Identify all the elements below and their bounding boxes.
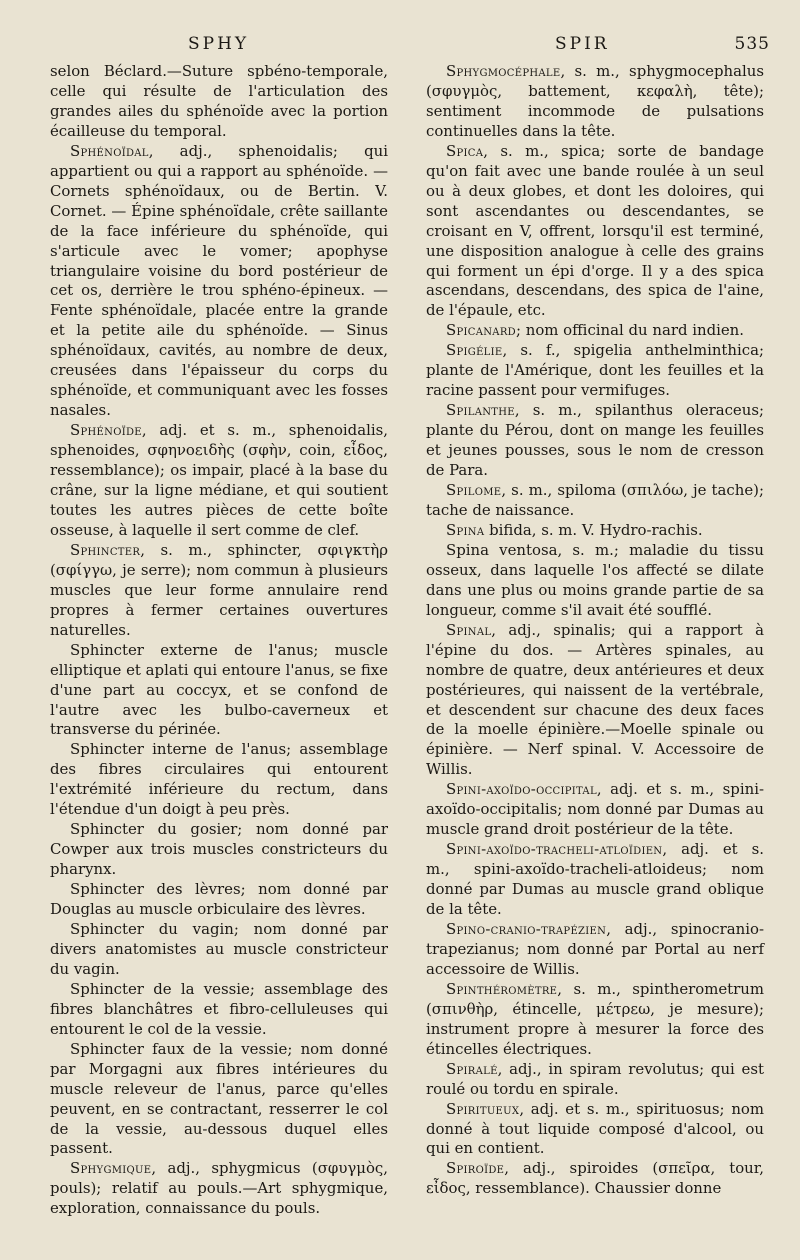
left-column	[50, 62, 388, 1219]
entry-text: , adj., sphenoidalis; qui appartient ou qui a rapport au sphénoïde. — Cornets sphénoïdaux, ou de Bertin. V. Cornet. — Épine sphénoïdale, crête saillante de la face inférieure du sphénoïde, qui s'articule avec le vomer; apophyse triangulaire voisine du bord postérieur de cet os, derrière le trou sphéno-épineux. —Fente sphénoïdale, placée entre la grande et la petite aile du sphénoïde. — Sinus sphénoïdaux, cavités, au nombre de deux, creusées dans l'épaisseur du corps du sphénoïde, et communiquant avec les fosses nasales.	[50, 141, 388, 420]
dictionary-entry	[50, 1159, 388, 1219]
entry-text: , adj. et s. m., spini-axoïdo-tracheli-atloideus; nom donné par Dumas au muscle grand oblique de la tête.	[426, 840, 764, 919]
entry-text: , adj. et s. m., spini-axoïdo-occipitalis; nom donné par Dumas au muscle grand droit postérieur de la tête.	[426, 780, 764, 839]
entry-headword: Spilanthe	[446, 401, 515, 420]
entry-headword: Spino-cranio-trapézien	[446, 919, 607, 938]
dictionary-entry	[50, 820, 388, 880]
entry-headword: Spiroïde	[446, 1159, 505, 1178]
dictionary-entry	[426, 980, 764, 1060]
entry-headword: Sphygmocéphale	[446, 62, 561, 80]
entry-headword: Sphénoïde	[70, 421, 142, 440]
dictionary-entry	[426, 521, 764, 541]
dictionary-entry	[426, 321, 764, 341]
dictionary-entry	[426, 1159, 764, 1199]
running-header	[50, 34, 774, 62]
entry-headword: Spiritueux	[446, 1099, 520, 1118]
entry-text: , adj., spinalis; qui a rapport à l'épine du dos. — Artères spinales, au nombre de quatre, deux antérieures et deux postérieures, qui naissent de la vertébrale, et descendent sur chacune des deux faces de la moelle épinière.—Moelle spinale ou épinière. — Nerf spinal. V. Accessoire de Willis.	[426, 620, 764, 779]
entry-headword: Sphygmique	[70, 1159, 152, 1178]
dictionary-entry	[426, 920, 764, 980]
entry-text: Spina ventosa, s. m.; maladie du tissu osseux, dans laquelle l'os affecté se dilate dans une plus ou moins grande partie de sa longueur, comme s'il avait été soufflé.	[426, 540, 764, 619]
entry-headword: Spicanard	[446, 321, 516, 340]
dictionary-entry	[50, 142, 388, 421]
right-column	[426, 62, 764, 1219]
dictionary-entry	[50, 980, 388, 1040]
entry-headword: Spini-axoïdo-tracheli-atloïdien	[446, 840, 663, 859]
entry-headword: Spiralé	[446, 1059, 498, 1078]
entry-text: ; nom officinal du nard indien.	[515, 321, 745, 340]
dictionary-entry	[426, 840, 764, 920]
entry-text: , s. m., spilanthus oleraceus; plante du Pérou, dont on mange les feuilles et jeunes pousses, sous le nom de cresson de Para.	[426, 401, 764, 480]
entry-text: Sphincter faux de la vessie; nom donné par Morgagni aux fibres intérieures du muscle releveur de l'anus, parce qu'elles peuvent, en se contractant, resserrer le col de la vessie, au-dessous duquel elles passent.	[50, 1039, 388, 1158]
dictionary-entry	[50, 62, 388, 142]
dictionary-entry	[426, 541, 764, 621]
dictionary-entry	[50, 641, 388, 741]
entry-text: , adj., spinocranio-trapezianus; nom donné par Portal au nerf accessoire de Willis.	[426, 919, 764, 978]
entry-text: Sphincter externe de l'anus; muscle elliptique et aplati qui entoure l'anus, se fixe d'une part au coccyx, et se confond de l'autre avec les bulbo-caverneux et transverse du périnée.	[50, 640, 388, 739]
entry-text: Sphincter du gosier; nom donné par Cowper aux trois muscles constricteurs du pharynx.	[50, 820, 388, 879]
dictionary-entry	[50, 1040, 388, 1160]
entry-text: Sphincter interne de l'anus; assemblage des fibres circulaires qui entourent l'extrémité inférieure du rectum, dans l'étendue d'un doigt à peu près.	[50, 740, 388, 819]
dictionary-entry	[50, 740, 388, 820]
dictionary-entry	[50, 541, 388, 641]
entry-text: , adj., spiroides (σπεῖρα, tour, εἶδος, ressemblance). Chaussier donne	[426, 1159, 764, 1198]
entry-headword: Sphénoïdal	[70, 141, 149, 160]
dictionary-entry	[50, 421, 388, 541]
entry-text: , s. m., spintherometrum (σπινθὴρ, étincelle, μέτρεω, je mesure); instrument propre à mesurer la force des étincelles électriques.	[426, 979, 764, 1058]
dictionary-entry	[426, 341, 764, 401]
entry-text: , adj. et s. m., sphenoidalis, sphenoides, σφηνοειδὴς (σφὴν, coin, εἶδος, ressemblance); os impair, placé à la base du crâne, sur la ligne médiane, et qui soutient toutes les autres pièces de cette boîte osseuse, à laquelle il sert comme de clef.	[50, 421, 388, 539]
entry-text: Sphincter du vagin; nom donné par divers anatomistes au muscle constricteur du vagin.	[50, 919, 388, 978]
entry-headword: Spilome	[446, 481, 502, 500]
entry-headword: Spinthéromètre	[446, 979, 558, 998]
entry-headword: Spina	[446, 520, 485, 539]
entry-text: bifida, s. m. V. Hydro-rachis.	[484, 520, 703, 539]
entry-text: , s. m., spica; sorte de bandage qu'on fait avec une bande roulée à un seul ou à deux globes, et dont les doloires, qui sont ascendantes ou descendantes, se croisant en V, offrent, lorsqu'il est terminé, une disposition analogue à celle des grains qui forment un épi d'orge. Il y a des spica ascendans, descendans, des spica de l'aine, de l'épaule, etc.	[426, 141, 764, 320]
entry-text: , s. m., sphygmocephalus (σφυγμὸς, battement, κεφαλὴ, tête); sentiment incommode de pulsations continuelles dans la tête.	[426, 62, 764, 140]
entry-headword: Spigélie	[446, 341, 503, 360]
dictionary-entry	[426, 401, 764, 481]
dictionary-entry	[50, 920, 388, 980]
header-right-word: SPIR	[555, 34, 610, 54]
dictionary-entry	[426, 780, 764, 840]
entry-text: , adj., sphygmicus (σφυγμὸς, pouls); relatif au pouls.—Art sphygmique, exploration, connaissance du pouls.	[50, 1159, 388, 1218]
entry-text: , s. f., spigelia anthelminthica; plante de l'Amérique, dont les feuilles et la racine passent pour vermifuges.	[426, 341, 764, 400]
entry-headword: Spica	[446, 141, 484, 160]
entry-text: , adj. et s. m., spirituosus; nom donné à tout liquide composé d'alcool, ou qui en contient.	[426, 1099, 764, 1158]
dictionary-entry	[426, 621, 764, 781]
dictionary-entry	[426, 481, 764, 521]
entry-headword: Spinal	[446, 620, 492, 639]
entry-text: , s. m., spiloma (σπιλόω, je tache); tache de naissance.	[426, 481, 764, 519]
dictionary-entry	[426, 1060, 764, 1100]
dictionary-entry	[50, 880, 388, 920]
text-columns	[50, 62, 774, 1219]
entry-text: selon Béclard.—Suture spbéno-temporale, celle qui résulte de l'articulation des grandes ailes du sphénoïde avec la portion écailleuse du temporal.	[50, 62, 388, 140]
page-number: 535	[734, 34, 770, 54]
header-left-word: SPHY	[188, 34, 250, 54]
dictionary-entry	[426, 142, 764, 322]
dictionary-entry	[426, 1100, 764, 1160]
entry-text: Sphincter des lèvres; nom donné par Douglas au muscle orbiculaire des lèvres.	[50, 880, 388, 919]
entry-headword: Spini-axoïdo-occipital	[446, 780, 597, 799]
dictionary-entry	[426, 62, 764, 142]
entry-text: , adj., in spiram revolutus; qui est roulé ou tordu en spirale.	[426, 1059, 764, 1098]
entry-headword: Sphincter	[70, 540, 141, 559]
entry-text: , s. m., sphincter, σφιγκτὴρ (σφίγγω, je serre); nom commun à plusieurs muscles que leur forme annulaire rend propres à fermer certaines ouvertures naturelles.	[50, 540, 388, 639]
entry-text: Sphincter de la vessie; assemblage des fibres blanchâtres et fibro-celluleuses qui entourent le col de la vessie.	[50, 979, 388, 1038]
